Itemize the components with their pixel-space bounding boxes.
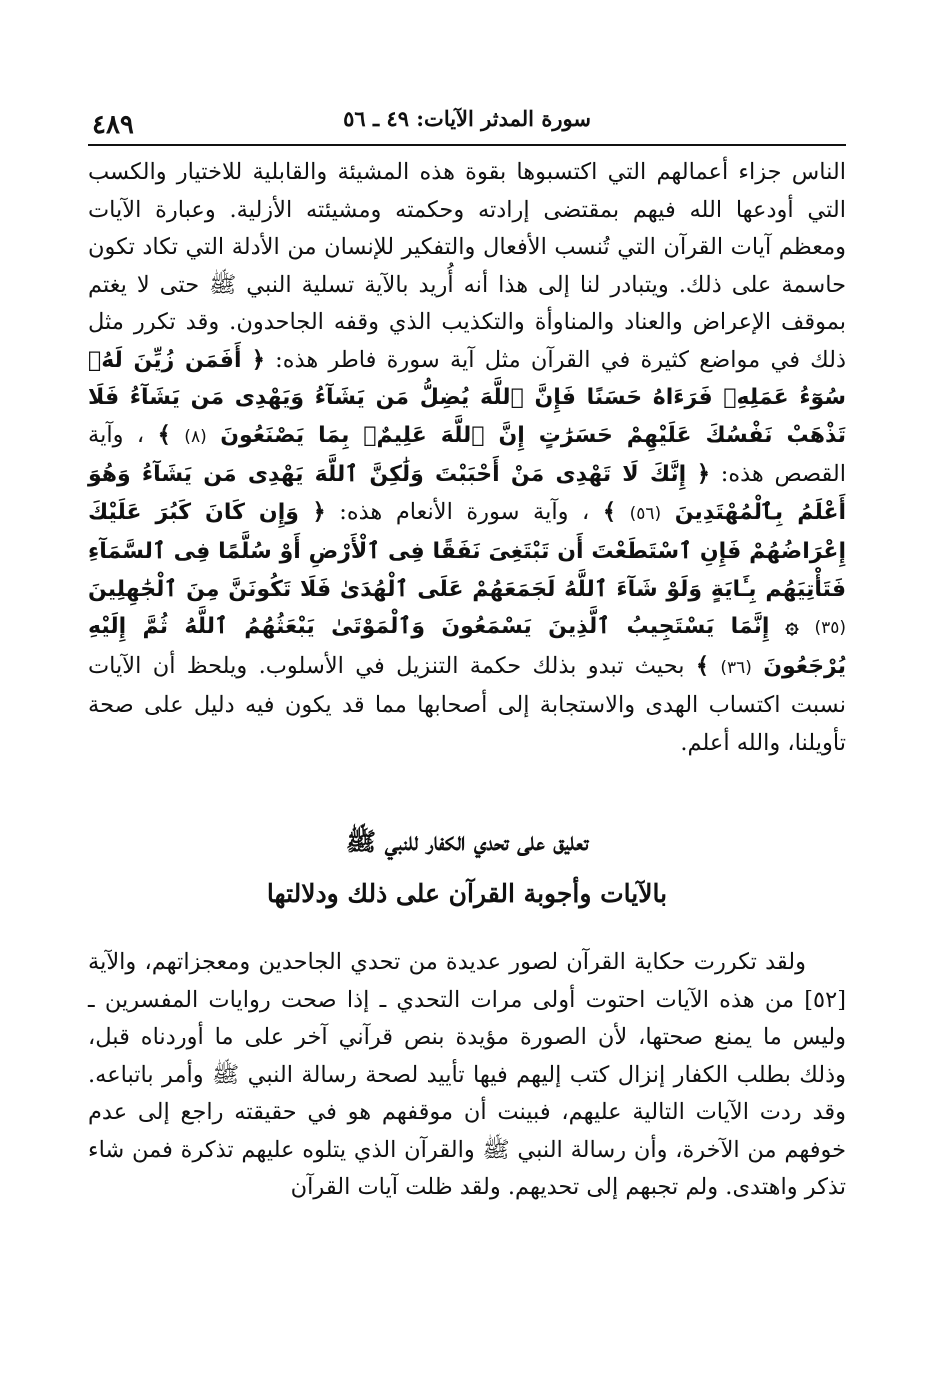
- ayah-open: (: [200, 426, 207, 447]
- verse-close-bracket: ﴾: [157, 421, 171, 448]
- paragraph-one-part-1: الناس جزاء أعمالهم التي اكتسبوها بقوة هذه المشيئة والقابلية للاختيار والكسب التي أودعها الله فيهم بمقتضى إرادته وحكمته ومشيئته الأزلية. وعبارة الآيات ومعظم آيات القرآن التي تُنسب الأفعال والتفكير للإنسان من الأدلة التي تكاد تكون حاسمة على ذلك. ويتبادر لنا إلى هذا أنه أُريد بالآية تسلية النبي ﷺ حتى لا يغتم بموقف الإعراض والعناد والمناوأة والتكذيب الذي وقفه الجاحدون. وقد تكرر مثل ذلك في مواضع كثيرة في القرآن مثل آية سورة فاطر هذه:: [88, 159, 847, 373]
- verse-qasas: إِنَّكَ لَا تَهْدِى مَنْ أَحْبَبْتَ وَلَٰكِنَّ ٱللَّهَ يَهْدِى مَن يَشَآءُ وَهُوَ أَعْلَمُ بِٱلْمُهْتَدِينَ: [88, 462, 847, 525]
- verse-number-marker: [630, 504, 662, 524]
- verse-fatir: أَفَمَن زُيِّنَ لَهُۥ سُوٓءُ عَمَلِهِۦ فَرَءَاهُ حَسَنًا فَإِنَّ ٱللَّهَ يُضِلُّ مَن يَشَآءُ وَيَهْدِى مَن يَشَآءُ فَلَا تَذْهَبْ نَفْسُكَ عَلَيْهِمْ حَسَرَٰتٍ إِنَّ ٱللَّهَ عَلِيمٌۢ بِمَا يَصْنَعُونَ: [88, 347, 846, 448]
- verse-open-bracket: ﴿: [312, 498, 326, 525]
- section-heading: [88, 816, 846, 920]
- ayah-close: ): [184, 426, 191, 447]
- verse-number-marker: [184, 427, 206, 447]
- ayah-separator: ۞: [785, 613, 799, 639]
- paragraph-two: [88, 944, 846, 1207]
- paragraph-two-body: ولقد تكررت حكاية القرآن لصور عديدة من تحدي الجاحدين ومعجزاتهم، والآية [٥٢] من هذه الآيات احتوت أولى مرات التحدي ـ إذا صحت روايات المفسرين ـ وليس ما يمنع صحتها، لأن الصورة مؤيدة بنص قرآني آخر على ما أوردناه قبل، وذلك بطلب الكفار إنزال كتب إليهم فيها تأييد لصحة رسالة النبي ﷺ وأمر باتباعه. وقد ردت الآيات التالية عليهم، فبينت أن موقفهم هو في حقيقته راجع إلى عدم خوفهم من الآخرة، وأن رسالة النبي ﷺ والقرآن الذي يتلوه عليهم تذكرة فمن شاء تذكر واهتدى. ولم تجبهم إلى تحديهم. ولقد ظلت آيات القرآن: [88, 949, 846, 1200]
- verse-close-bracket: ﴾: [602, 498, 617, 525]
- verse-fatir-number: ٨: [190, 426, 201, 447]
- ayah-close: ): [720, 657, 727, 678]
- section-heading-line-1: تعليق على تحدي الكفار للنبي ﷺ: [345, 827, 589, 856]
- paragraph-one-part-2: ، وآية القصص هذه:: [88, 421, 847, 487]
- verse-qasas-number: ٥٦: [636, 503, 655, 524]
- page-number: ٤٨٩: [92, 110, 134, 140]
- document-page: [88, 100, 846, 1207]
- verse-anam-2-number: ٣٦: [726, 657, 746, 678]
- section-heading-line-2: بالآيات وأجوبة القرآن على ذلك ودلالتها: [266, 879, 668, 908]
- paragraph-one-body: [88, 154, 846, 762]
- ayah-open: (: [654, 503, 662, 524]
- paragraph-one-part-3: ، وآية سورة الأنعام هذه:: [339, 498, 590, 525]
- verse-anam-1: وَإِن كَانَ كَبُرَ عَلَيْكَ إِعْرَاضُهُمْ فَإِنِ ٱسْتَطَعْتَ أَن تَبْتَغِىَ نَفَقًا فِى ٱلْأَرْضِ أَوْ سُلَّمًا فِى ٱلسَّمَآءِ فَتَأْتِيَهُم بِـَٔايَةٍ وَلَوْ شَآءَ ٱللَّهُ لَجَمَعَهُمْ عَلَى ٱلْهُدَىٰ فَلَا تَكُونَنَّ مِنَ ٱلْجَٰهِلِينَ: [88, 499, 846, 602]
- verse-open-bracket: ﴿: [696, 461, 711, 487]
- paragraph-one-part-4: بحيث تبدو بذلك حكمة التنزيل في الأسلوب. ويلحظ أن الآيات نسبت اكتساب الهدى والاستجابة إلى أصحابها مما قد يكون فيه دليل على صحة تأويلنا، والله أعلم.: [88, 652, 846, 756]
- running-title: سورة المدثر الآيات: ٤٩ ـ ٥٦: [343, 106, 591, 131]
- ayah-open: (: [745, 657, 752, 678]
- verse-number-marker: [814, 618, 846, 638]
- verse-number-marker: [720, 658, 752, 678]
- page-header: [88, 100, 846, 146]
- paragraph-one: [88, 154, 846, 762]
- verse-anam-1-number: ٣٥: [821, 618, 840, 638]
- ayah-close: ): [814, 618, 822, 638]
- verse-open-bracket: ﴿: [251, 346, 265, 373]
- verse-close-bracket: ﴾: [695, 652, 709, 679]
- ayah-open: (: [839, 618, 847, 638]
- verse-anam-2: إِنَّمَا يَسْتَجِيبُ ٱلَّذِينَ يَسْمَعُونَ وَٱلْمَوْتَىٰ يَبْعَثُهُمُ ٱللَّهُ ثُمَّ إِلَيْهِ يُرْجَعُونَ: [88, 614, 846, 679]
- ayah-close: ): [629, 503, 637, 524]
